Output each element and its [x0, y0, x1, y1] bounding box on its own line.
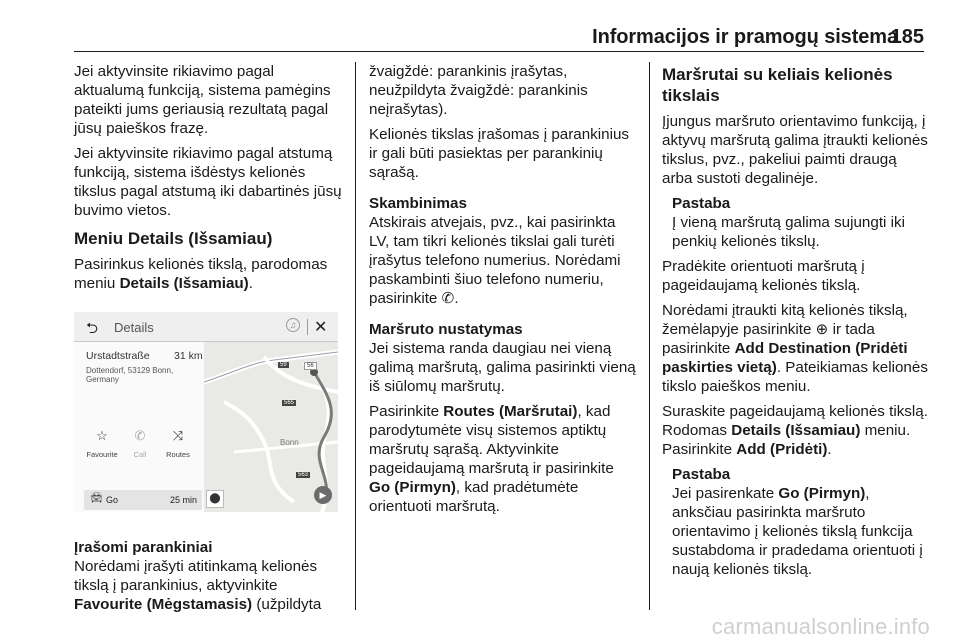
note-box: [662, 194, 928, 251]
action-label: Favourite: [86, 450, 118, 459]
section-heading: Meniu Details (Išsamiau): [74, 229, 273, 248]
paragraph: Norėdami įrašyti atitinkamą kelionės tikslą į parankinius, aktyvinkite Favourite (Mėgstamasis) (užpildyta: [74, 558, 322, 613]
note-heading: Pastaba: [672, 195, 731, 212]
paragraph: Atskirais atvejais, pvz., kai pasirinkta LV, tam tikri kelionės tikslai gali turėti įrašytus telefono numerius. Norėdami paskambinti šiuo telefono numeriu, pasirinkite ✆.: [369, 214, 621, 307]
page-number: 185: [890, 26, 924, 48]
paragraph: žvaigždė: parankinis įrašytas, neužpildyta žvaigždė: parankinis neįrašytas).: [369, 63, 588, 118]
running-title: Informacijos ir pramogų sistema: [592, 26, 898, 48]
travel-time: 25 min: [170, 495, 198, 505]
paragraph: Suraskite pageidaujamą kelionės tikslą. Rodomas Details (Išsamiau) meniu. Pasirinkite Add (Pridėti).: [662, 403, 928, 458]
column-divider: [649, 62, 650, 610]
note-text: Į vieną maršrutą galima sujungti iki penkių kelionės tikslų.: [672, 214, 905, 250]
sub-heading: Skambinimas: [369, 195, 467, 212]
sub-heading: Įrašomi parankiniai: [74, 539, 213, 556]
play-icon[interactable]: ▶: [314, 486, 332, 504]
action-label: Call: [133, 450, 147, 459]
column-divider: [355, 62, 356, 610]
go-label: Go: [106, 495, 119, 505]
header-rule: [74, 51, 924, 52]
crosshair-icon: ⊕: [815, 321, 829, 338]
details-panel: [74, 342, 204, 512]
close-icon[interactable]: ✕: [314, 319, 328, 336]
paragraph: Jei sistema randa daugiau nei vieną galimą maršrutą, galima pasirinkti vieną iš siūlomų maršrutų.: [369, 340, 636, 395]
column-3: [662, 62, 928, 585]
column-1-bottom: [74, 538, 346, 620]
paragraph: Norėdami įtraukti kitą kelionės tikslą, žemėlapyje pasirinkite ⊕ ir tada pasirinkite Add Destination (Pridėti paskirties vietą). Pateikiamas kelionės tikslo paieškos meniu.: [662, 302, 928, 395]
sub-heading: Maršruto nustatymas: [369, 321, 523, 338]
routes-icon: ⤨: [172, 428, 184, 443]
paragraph: Įjungus maršruto orientavimo funkciją, į aktyvų maršrutą galima įtraukti kelionės tikslus, pvz., pakeliui paimti draugą arba sustoti degalinėje.: [662, 113, 928, 187]
paragraph: Jei aktyvinsite rikiavimo pagal atstumą funkciją, sistema išdėstys kelionės tikslus pagal atstumą iki dabartinės jūsų buvimo vietos.: [74, 145, 342, 219]
back-icon[interactable]: ⮌: [86, 320, 99, 337]
map-city-label: Bonn: [280, 438, 299, 447]
details-screen-figure: [74, 312, 338, 512]
destination-address: Dottendorf, 53129 Bonn, Germany: [86, 366, 174, 384]
paragraph: Pradėkite orientuoti maršrutą į pageidaujamą kelionės tikslą.: [662, 258, 865, 294]
paragraph: Kelionės tikslas įrašomas į parankinius ir gali būti pasiektas per parankinių sąrašą.: [369, 126, 629, 181]
screen-title-bar: [74, 312, 338, 342]
map-view: [204, 342, 338, 512]
watermark: carmanualsonline.info: [711, 614, 930, 639]
screen-title: Details: [114, 320, 154, 335]
column-1: [74, 62, 346, 299]
note-heading: Pastaba: [672, 466, 731, 483]
paragraph: Pasirinkus kelionės tikslą, parodomas meniu Details (Išsamiau).: [74, 256, 328, 292]
page-header: [0, 0, 960, 52]
routes-button[interactable]: [158, 428, 198, 459]
favourite-button[interactable]: [82, 428, 122, 459]
section-heading: Maršrutai su keliais kelionės tikslais: [662, 65, 893, 105]
action-label: Routes: [166, 450, 190, 459]
road-badge: 563: [298, 472, 309, 478]
map-pin-icon[interactable]: ⬤: [206, 490, 224, 508]
note-text: Jei pasirenkate Go (Pirmyn), anksčiau pasirinkta maršruto orientavimo į kelionės tikslą funkcija sustabdoma ir pradedama orientuoti į naują kelionės tikslą.: [672, 485, 923, 578]
destination-distance: 31 km: [174, 350, 203, 362]
music-note-icon[interactable]: ♫: [286, 318, 300, 332]
phone-icon: ✆: [441, 290, 455, 307]
phone-icon: ✆: [134, 428, 146, 443]
note-box: [662, 465, 928, 579]
road-badge: 56: [304, 362, 317, 370]
road-badge: 59: [280, 362, 287, 368]
star-icon: ☆: [96, 428, 108, 443]
car-icon: 🚘︎: [90, 493, 103, 504]
paragraph: Pasirinkite Routes (Maršrutai), kad parodytumėte visų sistemos aptiktų maršrutų sąrašą. Aktyvinkite pageidaujamą maršrutą ir pasirinkite Go (Pirmyn), kad pradėtumėte orientuoti maršrutą.: [369, 403, 614, 515]
go-button[interactable]: [84, 490, 202, 510]
column-2: [369, 62, 637, 522]
destination-street: Urstadtstraße: [86, 350, 150, 362]
road-badge: 565: [284, 400, 295, 406]
paragraph: Jei aktyvinsite rikiavimo pagal aktualumą funkciją, sistema pamėgins pateikti jums geriausią rezultatą pagal jūsų paieškos frazę.: [74, 63, 331, 137]
call-button[interactable]: [120, 428, 160, 459]
divider: [307, 319, 308, 335]
